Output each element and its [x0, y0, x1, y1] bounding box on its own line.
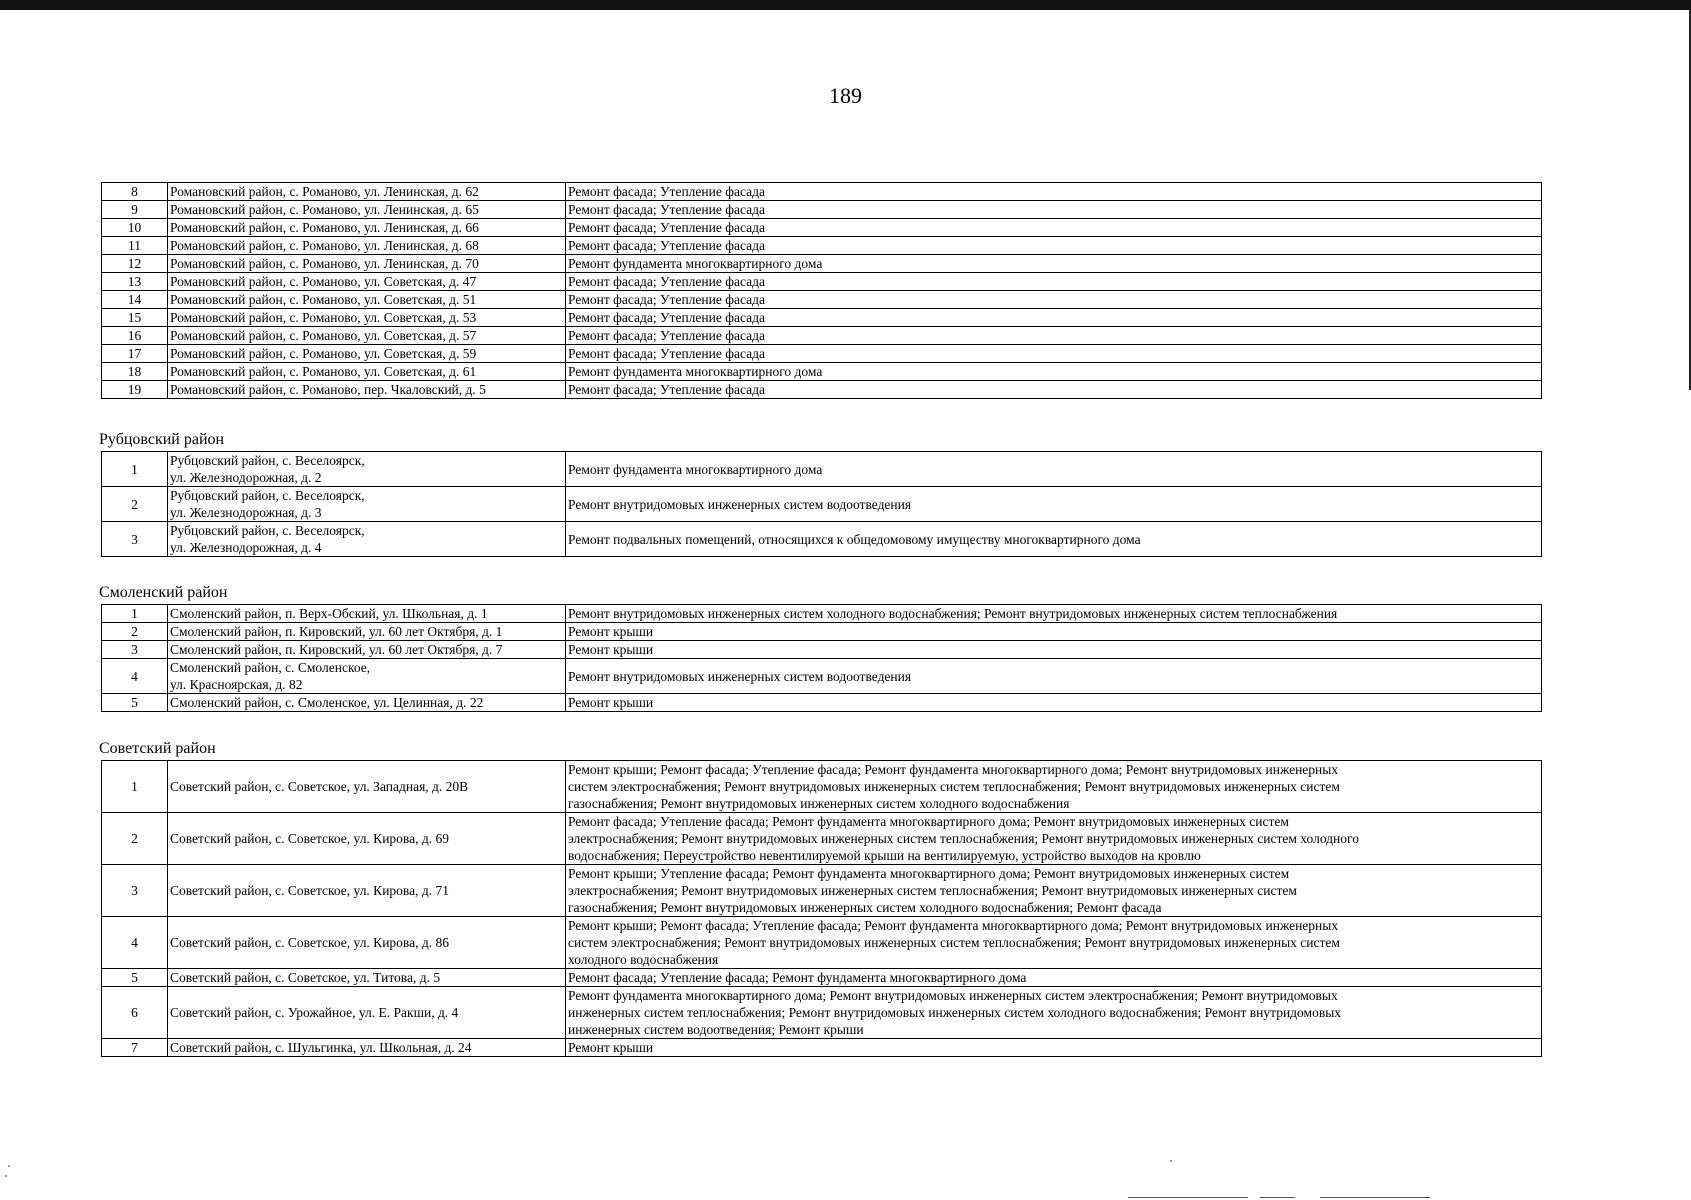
table-body [102, 183, 1542, 399]
row-works: Ремонт фасада; Утепление фасада [566, 345, 1542, 363]
table-row [102, 987, 1542, 1039]
row-address: Смоленский район, п. Кировский, ул. 60 лет Октября, д. 7 [168, 641, 566, 659]
page-number: 189 [829, 83, 862, 108]
row-number: 1 [102, 452, 168, 487]
table-row [102, 522, 1542, 557]
table-row [102, 183, 1542, 201]
row-number: 4 [102, 659, 168, 694]
row-works: Ремонт внутридомовых инженерных систем водоотведения [566, 659, 1542, 694]
row-address: Советский район, с. Шульгинка, ул. Школьная, д. 24 [168, 1039, 566, 1057]
row-works: Ремонт фасада; Утепление фасада [566, 309, 1542, 327]
row-number: 2 [102, 623, 168, 641]
table-row [102, 623, 1542, 641]
scan-speck [1170, 1160, 1172, 1162]
row-address: Романовский район, с. Романово, ул. Советская, д. 61 [168, 363, 566, 381]
table-row [102, 605, 1542, 623]
row-address: Смоленский район, п. Кировский, ул. 60 лет Октября, д. 1 [168, 623, 566, 641]
row-address: Рубцовский район, с. Веселоярск, ул. Железнодорожная, д. 3 [168, 487, 566, 522]
table-row [102, 694, 1542, 712]
row-address: Советский район, с. Советское, ул. Кирова, д. 69 [168, 813, 566, 865]
row-number: 3 [102, 641, 168, 659]
row-number: 9 [102, 201, 168, 219]
row-number: 5 [102, 969, 168, 987]
row-address: Романовский район, с. Романово, ул. Ленинская, д. 70 [168, 255, 566, 273]
row-works: Ремонт фундамента многоквартирного дома [566, 255, 1542, 273]
table-row [102, 1039, 1542, 1057]
row-works: Ремонт фасада; Утепление фасада; Ремонт фундамента многоквартирного дома; Ремонт внутридомовых инженерных систем электроснабжения; Ремонт внутридомовых инженерных систем теплоснабжения; Ремонт внутридомовых инженерных систем холодного водоснабжения; Переустройство невентилируемой крыши на вентилируемую, устройство выходов на кровлю [566, 813, 1542, 865]
row-works: Ремонт фасада; Утепление фасада [566, 201, 1542, 219]
row-address: Рубцовский район, с. Веселоярск, ул. Железнодорожная, д. 4 [168, 522, 566, 557]
table-row [102, 363, 1542, 381]
row-address: Романовский район, с. Романово, ул. Советская, д. 53 [168, 309, 566, 327]
row-works: Ремонт крыши; Утепление фасада; Ремонт фундамента многоквартирного дома; Ремонт внутридомовых инженерных систем электроснабжения; Ремонт внутридомовых инженерных систем теплоснабжения; Ремонт внутридомовых инженерных систем газоснабжения; Ремонт внутридомовых инженерных систем холодного водоснабжения; Ремонт фасада [566, 865, 1542, 917]
table-row [102, 237, 1542, 255]
table-row [102, 865, 1542, 917]
district-heading-smolensky: Смоленский район [99, 584, 228, 601]
table-row [102, 813, 1542, 865]
row-number: 16 [102, 327, 168, 345]
scan-speck [5, 1175, 7, 1177]
row-number: 7 [102, 1039, 168, 1057]
row-works: Ремонт фасада; Утепление фасада [566, 273, 1542, 291]
row-address: Романовский район, с. Романово, ул. Ленинская, д. 65 [168, 201, 566, 219]
district-heading-sovetsky: Советский район [99, 740, 216, 757]
table-sovetsky [101, 760, 1541, 1057]
row-number: 5 [102, 694, 168, 712]
row-works: Ремонт фасада; Утепление фасада; Ремонт фундамента многоквартирного дома [566, 969, 1542, 987]
row-address: Советский район, с. Советское, ул. Кирова, д. 71 [168, 865, 566, 917]
row-works: Ремонт фасада; Утепление фасада [566, 237, 1542, 255]
scan-artifact-line [1260, 1197, 1295, 1198]
table-row [102, 969, 1542, 987]
row-address: Смоленский район, п. Верх-Обский, ул. Школьная, д. 1 [168, 605, 566, 623]
row-address: Советский район, с. Советское, ул. Западная, д. 20В [168, 761, 566, 813]
row-works: Ремонт крыши [566, 623, 1542, 641]
row-address: Романовский район, с. Романово, ул. Ленинская, д. 62 [168, 183, 566, 201]
table-body [102, 761, 1542, 1057]
table-row [102, 327, 1542, 345]
row-works: Ремонт подвальных помещений, относящихся к общедомовому имуществу многоквартирного дома [566, 522, 1542, 557]
table-row [102, 452, 1542, 487]
row-number: 1 [102, 761, 168, 813]
row-number: 2 [102, 487, 168, 522]
row-address: Советский район, с. Советское, ул. Титова, д. 5 [168, 969, 566, 987]
scan-artifact-line [1320, 1197, 1430, 1198]
district-heading-rubtsovsky: Рубцовский район [99, 431, 225, 448]
row-address: Смоленский район, с. Смоленское, ул. Красноярская, д. 82 [168, 659, 566, 694]
scan-artifact-line [1128, 1197, 1248, 1198]
table-row [102, 487, 1542, 522]
row-number: 8 [102, 183, 168, 201]
row-works: Ремонт внутридомовых инженерных систем холодного водоснабжения; Ремонт внутридомовых инженерных систем теплоснабжения [566, 605, 1542, 623]
table-body [102, 605, 1542, 712]
row-works: Ремонт фасада; Утепление фасада [566, 327, 1542, 345]
row-works: Ремонт крыши; Ремонт фасада; Утепление фасада; Ремонт фундамента многоквартирного дома; Ремонт внутридомовых инженерных систем электроснабжения; Ремонт внутридомовых инженерных систем теплоснабжения; Ремонт внутридомовых инженерных систем холодного водоснабжения [566, 917, 1542, 969]
row-address: Романовский район, с. Романово, ул. Советская, д. 59 [168, 345, 566, 363]
row-number: 2 [102, 813, 168, 865]
row-number: 11 [102, 237, 168, 255]
scan-top-edge [0, 0, 1691, 10]
table-row [102, 219, 1542, 237]
table-row [102, 201, 1542, 219]
row-address: Рубцовский район, с. Веселоярск, ул. Железнодорожная, д. 2 [168, 452, 566, 487]
table-row [102, 309, 1542, 327]
row-number: 17 [102, 345, 168, 363]
row-address: Романовский район, с. Романово, ул. Ленинская, д. 66 [168, 219, 566, 237]
row-number: 19 [102, 381, 168, 399]
row-address: Романовский район, с. Романово, ул. Ленинская, д. 68 [168, 237, 566, 255]
table-row [102, 659, 1542, 694]
row-address: Романовский район, с. Романово, ул. Советская, д. 57 [168, 327, 566, 345]
table-rubtsovsky [101, 451, 1541, 557]
row-address: Советский район, с. Урожайное, ул. Е. Ракши, д. 4 [168, 987, 566, 1039]
table-row [102, 255, 1542, 273]
row-number: 12 [102, 255, 168, 273]
table-row [102, 273, 1542, 291]
table-row [102, 917, 1542, 969]
row-works: Ремонт фундамента многоквартирного дома [566, 452, 1542, 487]
row-number: 3 [102, 522, 168, 557]
row-number: 6 [102, 987, 168, 1039]
table-row [102, 345, 1542, 363]
row-works: Ремонт фасада; Утепление фасада [566, 183, 1542, 201]
row-address: Смоленский район, с. Смоленское, ул. Целинная, д. 22 [168, 694, 566, 712]
row-number: 13 [102, 273, 168, 291]
row-number: 15 [102, 309, 168, 327]
row-works: Ремонт фундамента многоквартирного дома [566, 363, 1542, 381]
row-number: 18 [102, 363, 168, 381]
row-number: 3 [102, 865, 168, 917]
row-number: 1 [102, 605, 168, 623]
row-works: Ремонт крыши [566, 1039, 1542, 1057]
row-works: Ремонт крыши [566, 694, 1542, 712]
row-number: 14 [102, 291, 168, 309]
row-address: Романовский район, с. Романово, ул. Советская, д. 51 [168, 291, 566, 309]
row-works: Ремонт фундамента многоквартирного дома; Ремонт внутридомовых инженерных систем электроснабжения; Ремонт внутридомовых инженерных систем теплоснабжения; Ремонт внутридомовых инженерных систем холодного водоснабжения; Ремонт внутридомовых инженерных систем водоотведения; Ремонт крыши [566, 987, 1542, 1039]
row-address: Романовский район, с. Романово, ул. Советская, д. 47 [168, 273, 566, 291]
table-row [102, 761, 1542, 813]
scan-speck [8, 1165, 10, 1167]
row-number: 4 [102, 917, 168, 969]
row-works: Ремонт внутридомовых инженерных систем водоотведения [566, 487, 1542, 522]
table-row [102, 641, 1542, 659]
row-works: Ремонт фасада; Утепление фасада [566, 291, 1542, 309]
row-address: Романовский район, с. Романово, пер. Чкаловский, д. 5 [168, 381, 566, 399]
table-body [102, 452, 1542, 557]
row-address: Советский район, с. Советское, ул. Кирова, д. 86 [168, 917, 566, 969]
row-works: Ремонт крыши [566, 641, 1542, 659]
table-romanovsky [101, 182, 1541, 399]
row-works: Ремонт фасада; Утепление фасада [566, 219, 1542, 237]
table-row [102, 381, 1542, 399]
row-works: Ремонт фасада; Утепление фасада [566, 381, 1542, 399]
table-smolensky [101, 604, 1541, 712]
row-number: 10 [102, 219, 168, 237]
row-works: Ремонт крыши; Ремонт фасада; Утепление фасада; Ремонт фундамента многоквартирного дома; Ремонт внутридомовых инженерных систем электроснабжения; Ремонт внутридомовых инженерных систем теплоснабжения; Ремонт внутридомовых инженерных систем газоснабжения; Ремонт внутридомовых инженерных систем холодного водоснабжения [566, 761, 1542, 813]
table-row [102, 291, 1542, 309]
